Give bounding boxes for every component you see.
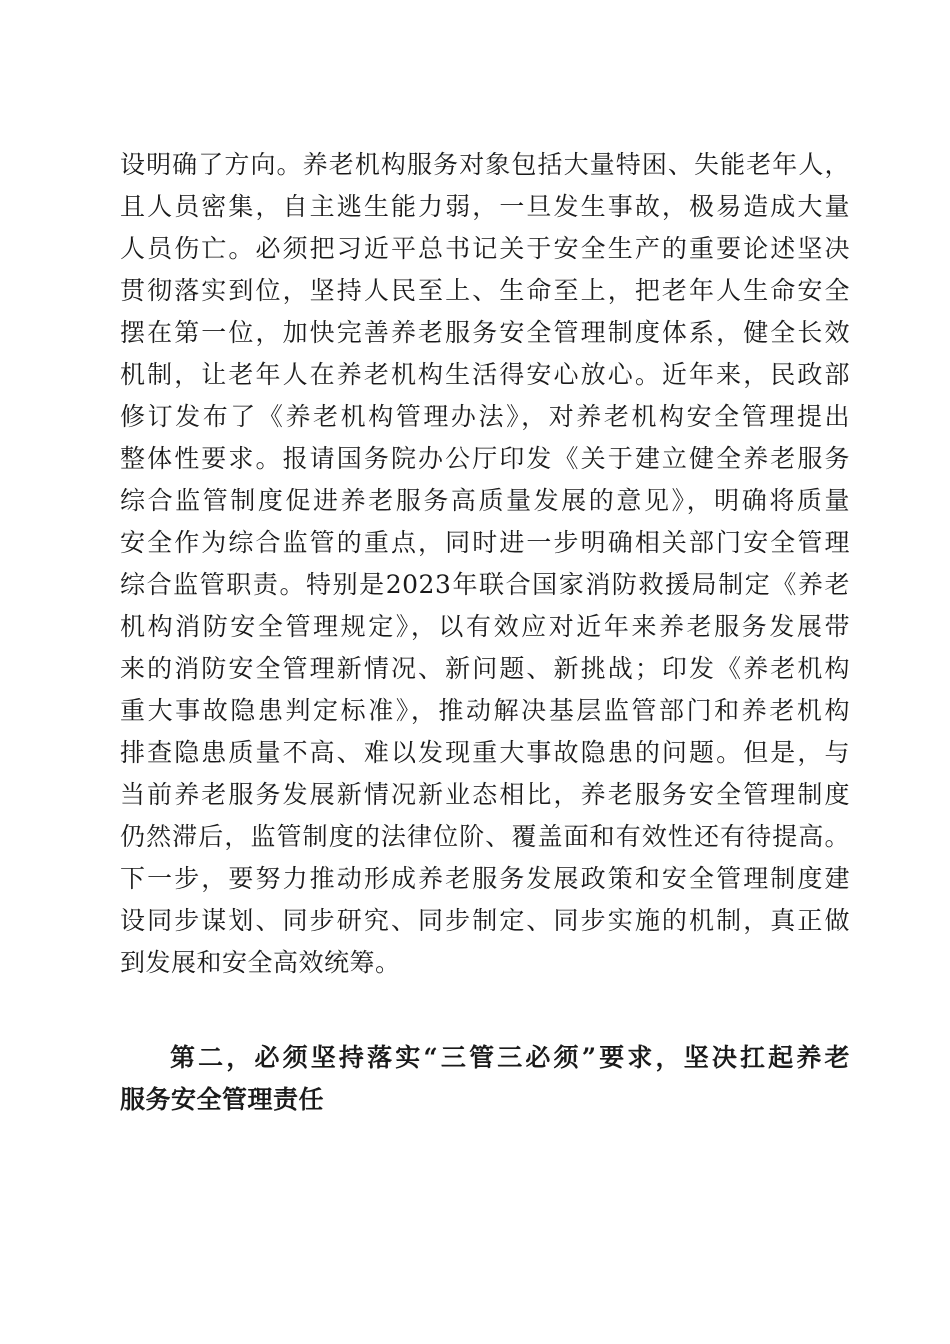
paragraph-line: 来的消防安全管理新情况、新问题、新挑战；印发《养老机构	[120, 654, 850, 683]
paragraph-line: 机构消防安全管理规定》，以有效应对近年来养老服务发展带	[120, 612, 850, 641]
paragraph-line: 且人员密集，自主逃生能力弱，一旦发生事故，极易造成大量	[120, 192, 850, 221]
paragraph-line: 到发展和安全高效统筹。	[120, 948, 401, 977]
paragraph-line: 安全作为综合监管的重点，同时进一步明确相关部门安全管理	[120, 528, 850, 557]
paragraph-line: 综合监管制度促进养老服务高质量发展的意见》，明确将质量	[120, 486, 850, 515]
paragraph-line: 修订发布了《养老机构管理办法》，对养老机构安全管理提出	[120, 402, 850, 431]
paragraph-line: 综合监管职责。特别是2023年联合国家消防救援局制定《养老	[120, 570, 850, 599]
paragraph-line: 下一步，要努力推动形成养老服务发展政策和安全管理制度建	[120, 864, 850, 893]
heading-line: 第二，必须坚持落实“三管三必须”要求，坚决扛起养老	[170, 1043, 850, 1072]
paragraph-line: 摆在第一位，加快完善养老服务安全管理制度体系，健全长效	[120, 318, 850, 347]
paragraph-line: 贯彻落实到位，坚持人民至上、生命至上，把老年人生命安全	[120, 276, 850, 305]
paragraph-line: 重大事故隐患判定标准》，推动解决基层监管部门和养老机构	[120, 696, 850, 725]
paragraph-line: 机制，让老年人在养老机构生活得安心放心。近年来，民政部	[120, 360, 850, 389]
paragraph-line: 设明确了方向。养老机构服务对象包括大量特困、失能老年人，	[120, 150, 850, 179]
heading-line: 服务安全管理责任	[120, 1085, 325, 1114]
paragraph-line: 排查隐患质量不高、难以发现重大事故隐患的问题。但是，与	[120, 738, 850, 767]
paragraph-line: 仍然滞后，监管制度的法律位阶、覆盖面和有效性还有待提高。	[120, 822, 850, 851]
paragraph-line: 整体性要求。报请国务院办公厅印发《关于建立健全养老服务	[120, 444, 850, 473]
paragraph-line: 设同步谋划、同步研究、同步制定、同步实施的机制，真正做	[120, 906, 850, 935]
paragraph-line: 当前养老服务发展新情况新业态相比，养老服务安全管理制度	[120, 780, 850, 809]
paragraph-line: 人员伤亡。必须把习近平总书记关于安全生产的重要论述坚决	[120, 234, 850, 263]
